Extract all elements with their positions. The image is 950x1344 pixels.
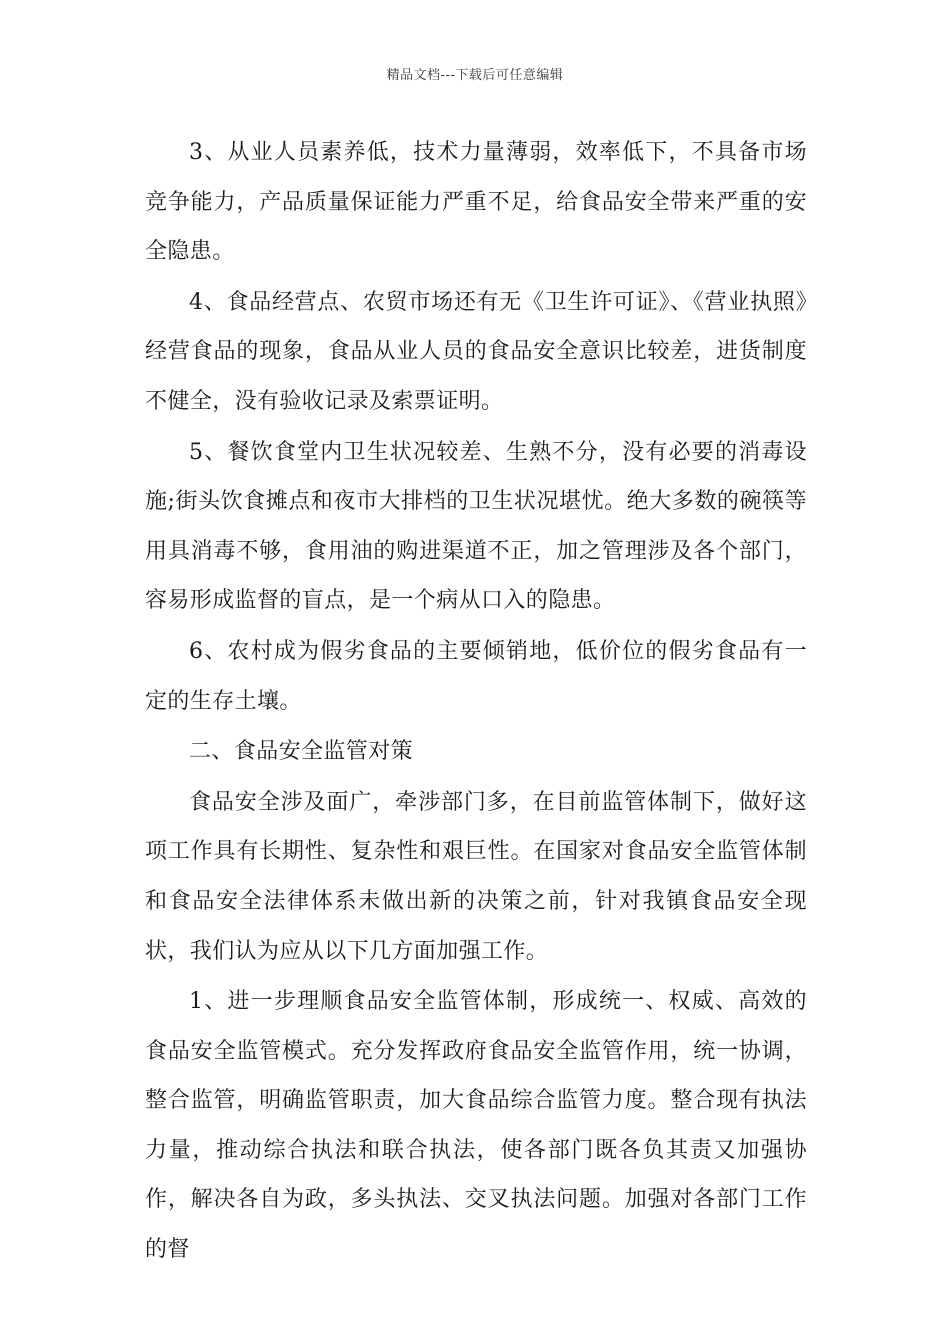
paragraph-item-4: 4、食品经营点、农贸市场还有无《卫生许可证》、《营业执照》经营食品的现象，食品从业人员的食品安全意识比较差，进货制度不健全，没有验收记录及索票证明。 <box>145 289 807 414</box>
page-header: 精品文档---下载后可任意编辑 <box>386 68 564 83</box>
paragraph-item-3: 3、从业人员素养低，技术力量薄弱，效率低下，不具备市场竞争能力，产品质量保证能力严重不足，给食品安全带来严重的安全隐患。 <box>145 140 807 265</box>
paragraph-item-5: 5、餐饮食堂内卫生状况较差、生熟不分，没有必要的消毒设施;街头饮食摊点和夜市大排档的卫生状况堪忧。绝大多数的碗筷等用具消毒不够，食用油的购进渠道不正，加之管理涉及各个部门，容易形成监督的盲点，是一个病从口入的隐患。 <box>145 439 807 614</box>
paragraph-item-6: 6、农村成为假劣食品的主要倾销地，低价位的假劣食品有一定的生存土壤。 <box>145 638 807 714</box>
section-intro-paragraph: 食品安全涉及面广，牵涉部门多，在目前监管体制下，做好这项工作具有长期性、复杂性和艰巨性。在国家对食品安全监管体制和食品安全法律体系未做出新的决策之前，针对我镇食品安全现状，我们认为应从以下几方面加强工作。 <box>145 789 807 964</box>
section-heading: 二、食品安全监管对策 <box>189 739 414 765</box>
paragraph-measure-1: 1、进一步理顺食品安全监管体制，形成统一、权威、高效的食品安全监管模式。充分发挥政府食品安全监管作用，统一协调，整合监管，明确监管职责，加大食品综合监管力度。整合现有执法力量，推动综合执法和联合执法，使各部门既各负其责又加强协作，解决各自为政，多头执法、交叉执法问题。加强对各部门工作的督 <box>145 989 807 1263</box>
document-body <box>145 128 807 1276</box>
